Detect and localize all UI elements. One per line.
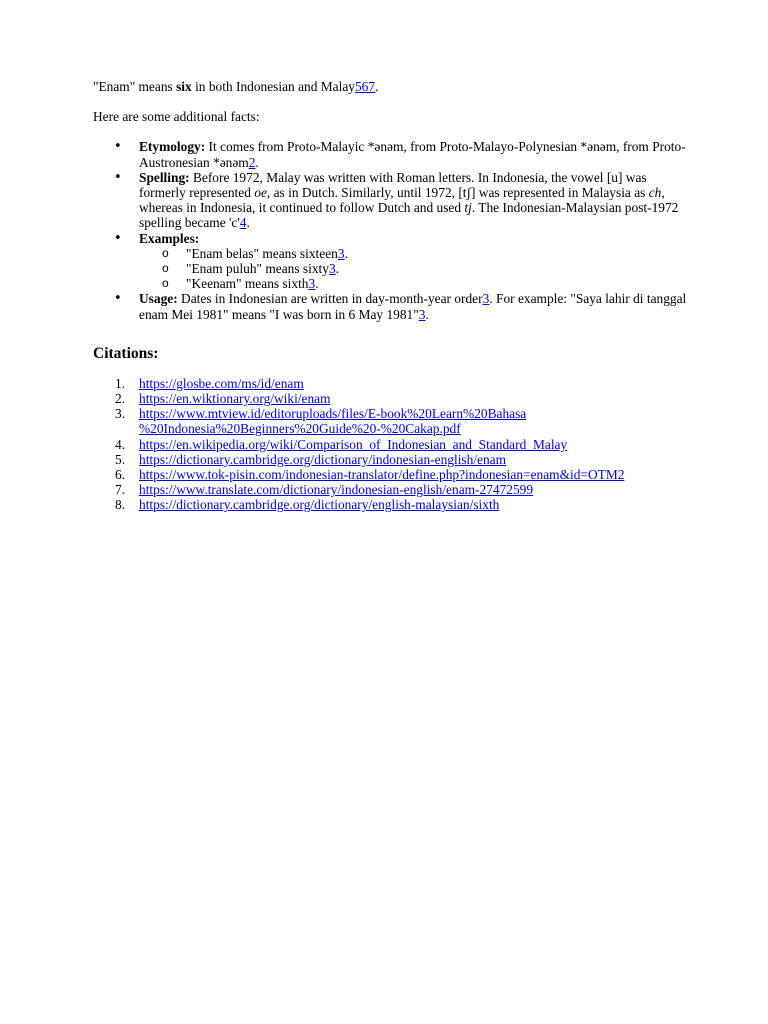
fact-examples [139,231,693,292]
citation-link[interactable]: https://www.translate.com/dictionary/indonesian-english/enam-27472599 [139,482,534,498]
citation-number: 6. [115,467,126,483]
citation-number: 7. [115,482,126,498]
citation-item [115,406,693,437]
intro-text-start: "Enam" means [93,79,177,94]
examples-label: Examples: [139,230,200,246]
example-text: "Keenam" means sixth [186,276,309,292]
example-period: . [315,276,319,292]
facts-intro: Here are some additional facts: [93,109,260,125]
usage-text-2: . For example: "Saya lahir di tanggal enam Mei 1981" means "I was born in 6 May 1981" [139,291,687,322]
example-ref-link[interactable]: 3 [337,245,345,261]
intro-bold-word: six [176,79,192,94]
citation-link[interactable]: https://en.wikipedia.org/wiki/Comparison_of_Indonesian_and_Standard_Malay [139,436,568,452]
citation-item [115,436,693,452]
spelling-italic-tj: tj [464,200,472,216]
spelling-text-4: . The Indonesian-Malaysian post-1972 spelling became 'c' [139,200,679,231]
document-body [93,79,693,513]
spelling-italic-ch: ch [648,185,662,201]
intro-period: . [375,79,379,94]
citation-item [115,375,693,391]
spelling-italic-oe: oe [254,185,267,201]
spelling-label: Spelling: [139,169,190,185]
usage-label: Usage: [139,291,178,307]
citation-link[interactable]: https://dictionary.cambridge.org/dictionary/english-malaysian/sixth [139,497,500,513]
citation-item [115,451,693,467]
example-text: "Enam belas" means sixteen [186,245,338,261]
citation-link[interactable]: https://en.wiktionary.org/wiki/enam [139,391,331,407]
example-ref-link[interactable]: 3 [328,261,336,277]
spelling-text-1: Before 1972, Malay was written with Roman letters. In Indonesia, the vowel [u] was formerly represented [139,169,647,201]
fact-etymology [139,139,693,169]
citations-list [93,376,693,513]
spelling-text-3: , whereas in Indonesia, it continued to follow Dutch and used [139,185,665,216]
examples-list [139,246,693,292]
example-item [186,261,693,276]
citation-item [115,391,693,407]
example-item [186,246,693,261]
fact-usage [139,291,693,321]
intro-text-rest: in both Indonesian and Malay [191,79,355,94]
citation-link[interactable]: https://www.tok-pisin.com/indonesian-translator/define.php?​indonesian=enam&id=OTM2 [139,467,625,483]
etymology-ref-link[interactable]: 2 [248,154,256,170]
etymology-label: Etymology: [139,139,206,155]
spelling-ref-link[interactable]: 4 [239,215,247,231]
citations-heading: Citations: [93,344,159,362]
usage-text-1: Dates in Indonesian are written in day-month-year order [177,291,483,307]
facts-list [93,139,693,321]
fact-spelling [139,170,693,231]
intro-paragraph [93,79,693,94]
citation-link[interactable]: https://glosbe.com/ms/id/enam [139,375,304,391]
citation-number: 3. [115,406,126,422]
example-period: . [344,245,348,261]
spelling-period: . [246,215,250,231]
citation-item [115,497,693,513]
usage-ref-link[interactable]: 3 [482,291,490,307]
citation-link[interactable]: https://www.mtview.id/editoruploads/files/E-book%20Learn%20Bahasa​%20Indonesia%20Beginners%20Guide%20-%20Cakap.pdf [139,406,527,437]
etymology-text: It comes from Proto-Malayic *ənəm, from Proto-Malayo-Polynesian *ənəm, from Proto-Austronesian *ənəm [139,139,686,170]
citation-number: 5. [115,451,126,467]
example-item [186,276,693,291]
usage-ref-link[interactable]: 3 [418,306,426,322]
etymology-period: . [255,154,259,170]
citation-number: 4. [115,436,126,452]
spelling-text-2: , as in Dutch. Similarly, until 1972, [tʃ] was represented in Malaysia as [266,185,649,201]
intro-reference-links[interactable]: 567 [354,79,376,94]
example-ref-link[interactable]: 3 [308,276,316,292]
citation-item [115,467,693,483]
usage-period: . [425,306,429,322]
citation-link[interactable]: https://dictionary.cambridge.org/dictionary/indonesian-english/enam [139,451,507,467]
citation-number: 8. [115,497,126,513]
citation-number: 2. [115,391,126,407]
example-period: . [335,261,340,277]
example-text: "Enam puluh" means sixty [186,261,329,277]
citation-number: 1. [115,375,126,391]
citation-item [115,482,693,498]
